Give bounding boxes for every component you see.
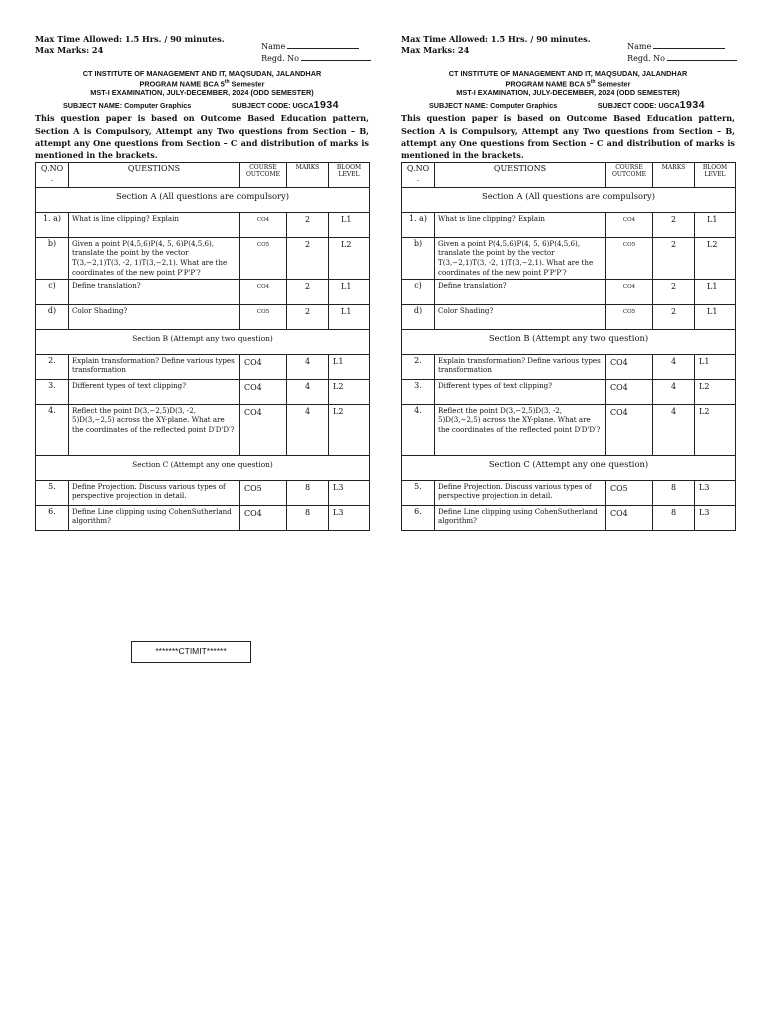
table-row: 4. Reflect the point D(3,−2,5)D(3, -2, 5)D(3,−2,5) across the XY-plane. What are the coordinates of the reflected point D′D'D′? CO4 4 L2 [36,404,370,455]
time-allowed: Max Time Allowed: 1.5 Hrs. / 90 minutes. [35,34,225,44]
qno-header: Q.NO . [36,162,69,187]
questions-header: QUESTIONS [69,162,240,187]
name-label: Name [261,42,286,51]
table-row: d) Color Shading? CO5 2 L1 [402,304,736,329]
table-row: 2. Explain transformation? Define various types transformation CO4 4 L1 [36,354,370,379]
section-a-title: Section A (All questions are compulsory) [36,187,370,212]
questions-header: QUESTIONS [435,162,606,187]
table-row: c) Define translation? CO4 2 L1 [36,279,370,304]
instructions: This question paper is based on Outcome Based Education pattern, Section A is Compulsory, Attempt any Two questions from Section – B, attempt any One questions from Section – C and distribution of marks is mentioned in the brackets. [35,113,369,161]
footer-stamp: *******CTIMIT****** [131,641,251,663]
subject-code: SUBJECT CODE: UGCA1934 [231,99,339,112]
section-b-title: Section B (Attempt any two question) [36,329,370,354]
exam-title: MST-I EXAMINATION, JULY-DECEMBER, 2024 (ODD SEMESTER) [90,88,314,98]
table-row: 6. Define Line clipping using CohenSutherland algorithm? CO4 8 L3 [36,505,370,530]
table-row: 5. Define Projection. Discuss various types of perspective projection in detail. CO5 8 L3 [36,480,370,505]
max-marks: Max Marks: 24 [401,45,470,55]
institute-block [401,70,735,97]
course-outcome-header: COURSE OUTCOME [606,162,653,187]
marks-header: MARKS [287,162,329,187]
bloom-header: BLOOM LEVEL [695,162,736,187]
table-row: 1. a) What is line clipping? Explain CO4 2 L1 [36,212,370,237]
exam-title: MST-I EXAMINATION, JULY-DECEMBER, 2024 (ODD SEMESTER) [456,88,680,98]
subject-name: SUBJECT NAME: Computer Graphics [63,101,192,111]
table-row: 6. Define Line clipping using CohenSutherland algorithm? CO4 8 L3 [402,505,736,530]
table-row: b) Given a point P(4,5,6)P(4, 5, 6)P(4,5,6), translate the point by the vector T(3,−2,1)T(3, -2, 1)T(3,−2,1). What are the coordinates of the new point P′P'P′? CO5 2 L2 [36,237,370,279]
table-row: 3. Different types of text clipping? CO4 4 L2 [36,379,370,404]
question-paper-right [401,34,735,531]
table-row: c) Define translation? CO4 2 L1 [402,279,736,304]
qno-header: Q.NO . [402,162,435,187]
max-marks: Max Marks: 24 [35,45,104,55]
table-row: b) Given a point P(4,5,6)P(4, 5, 6)P(4,5,6), translate the point by the vector T(3,−2,1)T(3, -2, 1)T(3,−2,1). What are the coordinates of the new point P′P'P′? CO5 2 L2 [402,237,736,279]
bloom-header: BLOOM LEVEL [329,162,370,187]
table-row: d) Color Shading? CO5 2 L1 [36,304,370,329]
section-c-title: Section C (Attempt any one question) [36,455,370,480]
course-outcome-header: COURSE OUTCOME [240,162,287,187]
section-c-title: Section C (Attempt any one question) [402,455,736,480]
section-a-title: Section A (All questions are compulsory) [402,187,736,212]
regd-blank [301,52,371,61]
institute-name: CT INSTITUTE OF MANAGEMENT AND IT, MAQSUDAN, JALANDHAR [82,69,322,78]
paper-header [35,34,369,64]
table-row: 3. Different types of text clipping? CO4 4 L2 [402,379,736,404]
name-label: Name [627,42,652,51]
candidate-fields [261,40,371,64]
question-table [35,162,370,531]
institute-name: CT INSTITUTE OF MANAGEMENT AND IT, MAQSUDAN, JALANDHAR [448,69,688,78]
table-row: 5. Define Projection. Discuss various types of perspective projection in detail. CO5 8 L3 [402,480,736,505]
table-row: 1. a) What is line clipping? Explain CO4 2 L1 [402,212,736,237]
instructions: This question paper is based on Outcome Based Education pattern, Section A is Compulsory, Attempt any Two questions from Section – B, attempt any One questions from Section – C and distribution of marks is mentioned in the brackets. [401,113,735,161]
time-allowed: Max Time Allowed: 1.5 Hrs. / 90 minutes. [401,34,591,44]
institute-block [35,70,369,97]
subject-row [401,99,735,111]
regd-label: Regd. No [261,54,299,63]
program-name: PROGRAM NAME BCA 5th Semester [505,79,631,89]
name-blank [653,40,725,49]
candidate-fields [627,40,737,64]
question-paper-left [35,34,369,531]
regd-label: Regd. No [627,54,665,63]
table-row: 4. Reflect the point D(3,−2,5)D(3, -2, 5)D(3,−2,5) across the XY-plane. What are the coordinates of the reflected point D′D'D′? CO4 4 L2 [402,404,736,455]
name-blank [287,40,359,49]
subject-name: SUBJECT NAME: Computer Graphics [429,101,558,111]
regd-blank [667,52,737,61]
subject-row [35,99,369,111]
program-name: PROGRAM NAME BCA 5th Semester [139,79,265,89]
subject-code: SUBJECT CODE: UGCA1934 [597,99,705,112]
table-row: 2. Explain transformation? Define various types transformation CO4 4 L1 [402,354,736,379]
marks-header: MARKS [653,162,695,187]
question-table [401,162,736,531]
section-b-title: Section B (Attempt any two question) [402,329,736,354]
paper-header [401,34,735,64]
